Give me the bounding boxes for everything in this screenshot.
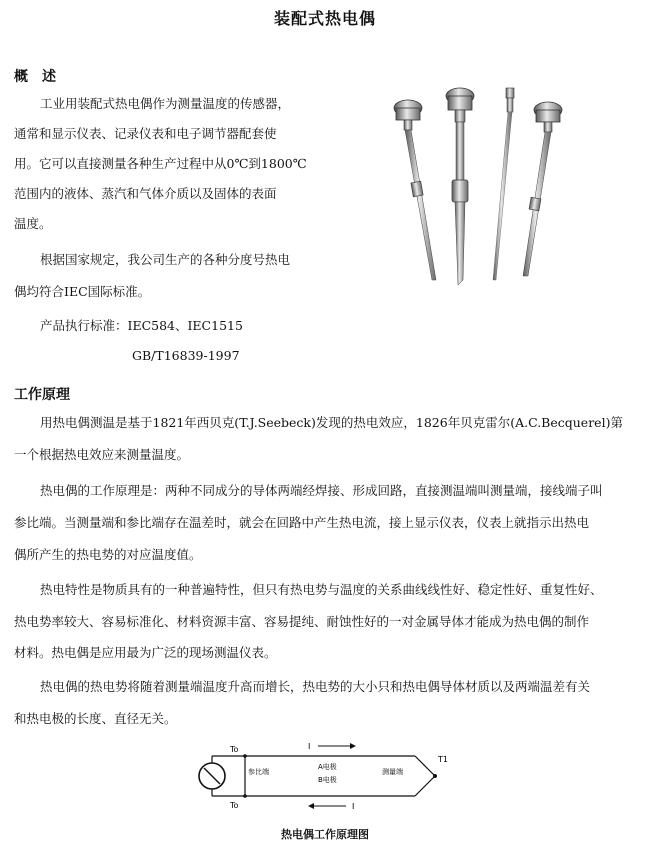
principle-p3-line-1: 热电特性是物质具有的一种普遍特性，但只有热电势与温度的关系曲线线性好、稳定性好、重复性好、 [40,582,603,597]
label-current-bottom: I [352,802,355,811]
overview-line-4: 范围内的液体、蒸汽和气体介质以及固体的表面 [14,186,277,201]
thermocouple-product-image [380,80,580,300]
principle-p3-line-3: 材料。热电偶是应用最为广泛的现场测温仪表。 [14,645,277,660]
standard-list-line-1: 产品执行标准：IEC584、IEC1515 [40,318,243,333]
thermocouple-probe-2 [446,88,474,285]
label-measuring-end: 测量端 [382,768,403,776]
document-title: 装配式热电偶 [273,9,376,28]
principle-p2-line-1: 热电偶的工作原理是：两种不同成分的导体两端经焊接、形成回路，直接测温端叫测量端，接线端子叫 [40,483,603,498]
principle-p1-line-2: 一个根据热电效应来测量温度。 [14,447,190,462]
principle-p3-line-2: 热电势率较大、容易标准化、材料资源丰富、容易提纯、耐蚀性好的一对金属导体才能成为热电偶的制作 [14,614,590,629]
principle-p1-line-1: 用热电偶测温是基于1821年西贝克(T.J.Seebeck)发现的热电效应，1826年贝克雷尔(A.C.Becquerel)第 [40,415,623,430]
label-electrode-a: A电极 [318,763,337,771]
label-t1: T1 [438,755,448,764]
section-heading-principle: 工作原理 [14,387,70,403]
section-heading-overview: 概 述 [14,69,56,85]
overview-line-1: 工业用装配式热电偶作为测量温度的传感器， [40,96,291,111]
overview-line-5: 温度。 [14,216,52,231]
overview-line-3: 用。它可以直接测量各种生产过程中从0℃到1800℃ [14,156,307,171]
diagram-caption: 热电偶工作原理图 [281,828,369,841]
label-current-top: I [308,742,311,751]
principle-p4-line-1: 热电偶的热电势将随着测量端温度升高而增长，热电势的大小只和热电偶导体材质以及两端温差有关 [40,679,591,694]
principle-p2-line-2: 参比端。当测量端和参比端存在温差时，就会在回路中产生热电流，接上显示仪表，仪表上就指示出热电 [14,515,590,530]
thermocouple-principle-diagram [190,738,460,818]
label-t0-top: To [230,745,239,754]
standard-para-line-2: 偶均符合IEC国际标准。 [14,284,151,299]
label-electrode-b: B电极 [318,776,337,784]
label-reference-end: 参比端 [248,768,269,776]
label-t0-bottom: To [230,801,239,810]
thermocouple-probe-3 [493,88,514,280]
standard-para-line-1: 根据国家规定，我公司生产的各种分度号热电 [40,252,291,267]
thermocouple-probe-4 [523,102,562,276]
thermocouple-probe-1 [394,100,436,280]
overview-line-2: 通常和显示仪表、记录仪表和电子调节器配套使 [14,126,277,141]
principle-p2-line-3: 偶所产生的热电势的对应温度值。 [14,547,202,562]
principle-p4-line-2: 和热电极的长度、直径无关。 [14,711,177,726]
standard-list-line-2: GB/T16839-1997 [132,348,240,363]
